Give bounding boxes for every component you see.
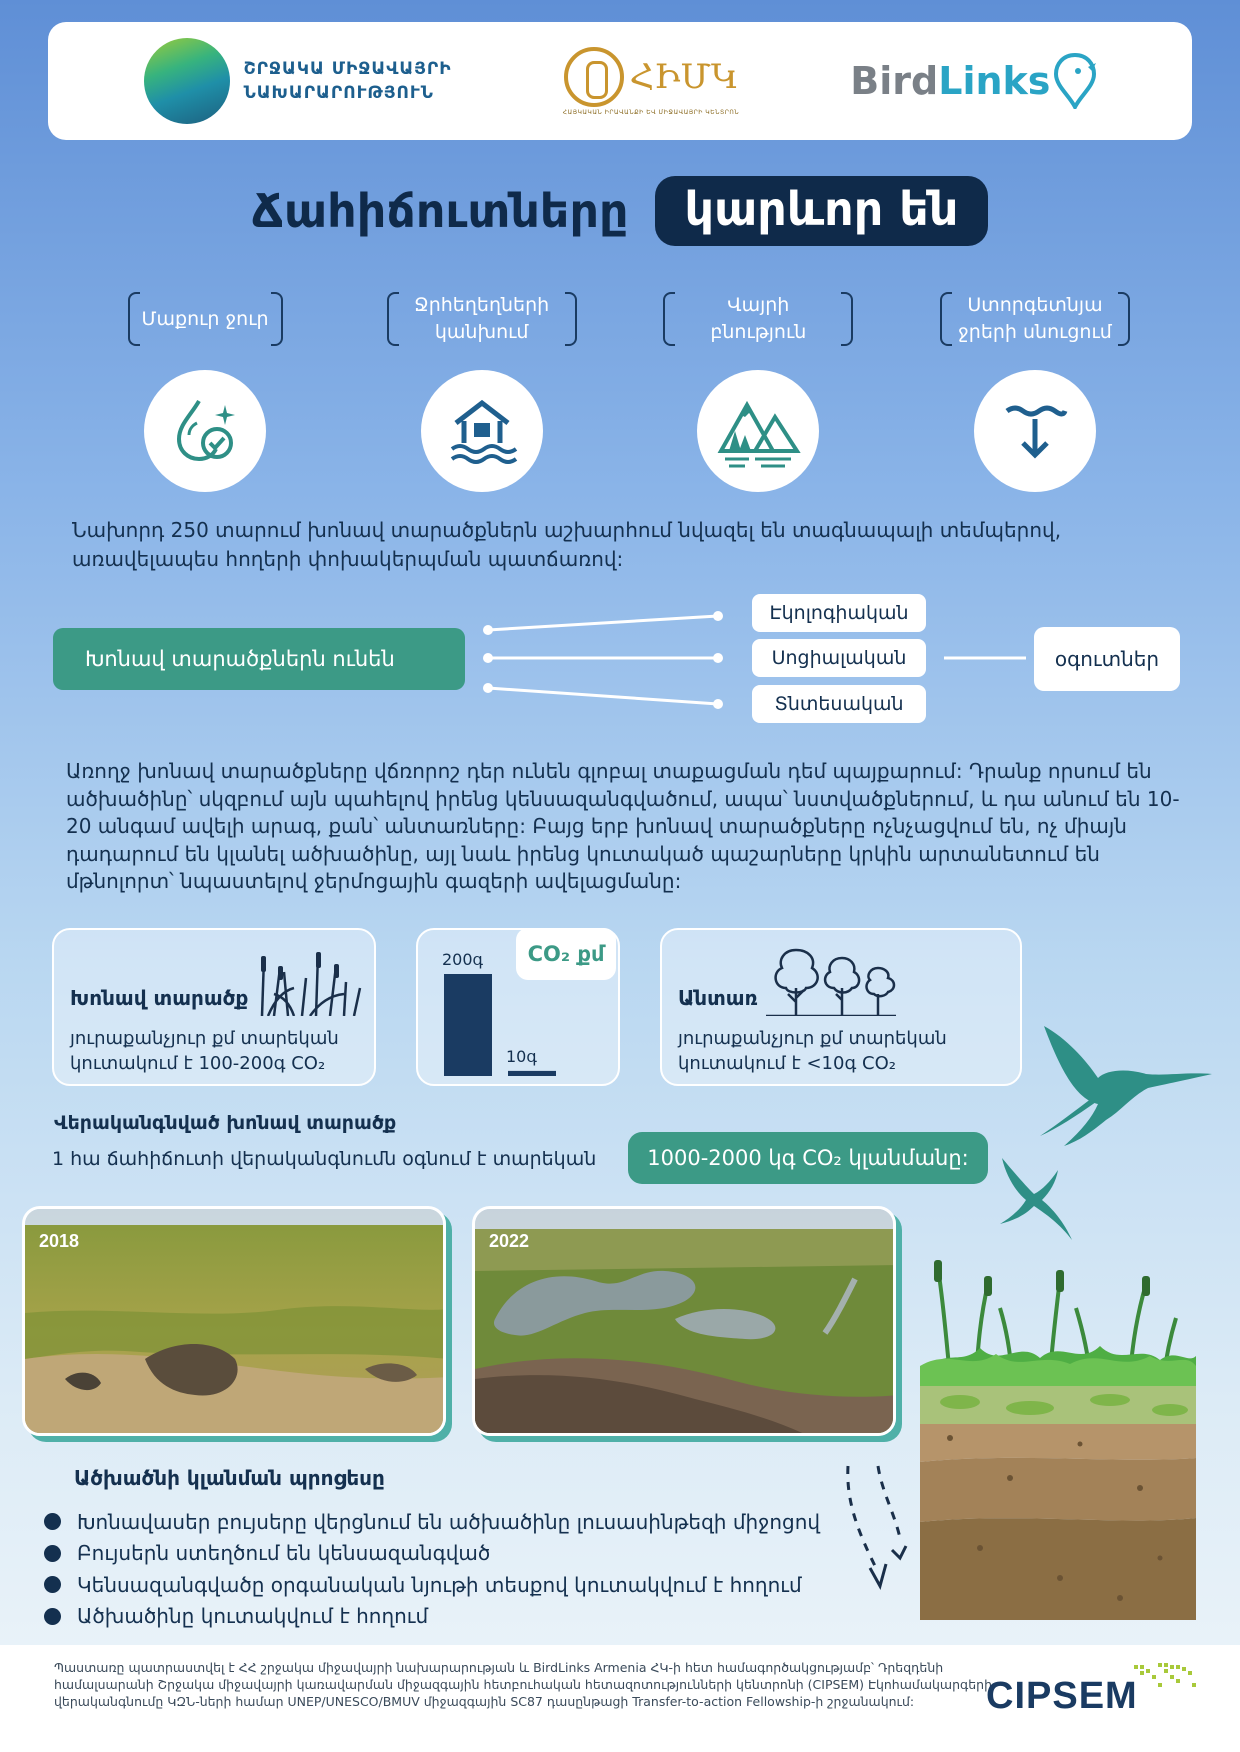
bullet-dot — [44, 1576, 61, 1593]
intro-text: Նախորդ 250 տարում խոնավ տարածքներն աշխարհում նվազել են տագնապալի տեմպերով, առավելապես հողերի փոխակերպման պատճառով: — [72, 518, 1062, 571]
benefit-label: Վայրի բնություն — [663, 288, 853, 350]
benefit-clean-water — [110, 288, 300, 492]
benefits-word-box: օգուտներ — [1034, 627, 1180, 691]
mountain-forest-icon — [697, 370, 819, 492]
wetlands-have-box: Խոնավ տարածքներն ունեն — [53, 628, 465, 690]
process-step-text: Խոնավասեր բույսերը վերցնում են ածխածինը լուսասինթեզի միջոցով — [77, 1509, 821, 1534]
photo-year-2022: 2022 — [489, 1231, 530, 1251]
hmk-seal-icon — [564, 47, 624, 107]
benefit-label: Ջրհեղեղների կանխում — [387, 288, 577, 350]
carbon-paragraph: Առողջ խոնավ տարածքները վճռորոշ դեր ունեն գլոբալ տաքացման դեմ պայքարում: Դրանք որսում են ածխածինը՝ սկզբում այն պահելով իրենց կենսազանգվածում, ապա՝ նստվածքներում, և դա անում են 10-20 անգամ ավելի արագ, քան՝ անտառները: Բայց երբ խոնավ տարածքները ոչնչացվում են, ոչ միայն դադարում են կլանել ածխածինը, այլ նաև իրենց կուտակած պաշարները կրկին արտանետում են մթնոլորտ՝ նպաստելով ջերմոցային գազերի ավելացմանը: — [66, 759, 1180, 893]
flying-bird-icon — [996, 1156, 1076, 1242]
restored-title: Վերականգնված խոնավ տարածք — [54, 1112, 397, 1134]
forest-card — [660, 928, 1022, 1086]
carbon-flow-arrows-icon — [838, 1462, 908, 1612]
reeds-icon — [254, 948, 364, 1016]
bullet-dot — [44, 1513, 61, 1530]
benefit-flood-prevention — [387, 288, 577, 492]
page-title-part1: Ճահիճուտները — [251, 184, 629, 238]
water-drop-check-icon — [144, 370, 266, 492]
dry-wetland-image — [25, 1209, 446, 1436]
benefit-label: Մաքուր ջուր — [128, 288, 283, 350]
list-item — [44, 1569, 820, 1601]
co2-bar-forest — [508, 1071, 556, 1076]
flood-house-icon — [421, 370, 543, 492]
bar-label-wetland: 200գ — [442, 950, 484, 969]
benefits-row — [110, 288, 1130, 492]
ministry-line1: ՇՐՋԱԿԱ ՄԻՋԱՎԱՅՐԻ — [243, 59, 452, 79]
birdlinks-logo — [850, 53, 1096, 109]
co2-bar-wetland — [444, 974, 492, 1076]
ministry-line2: ՆԱԽԱՐԱՐՈՒԹՅՈՒՆ — [243, 83, 434, 103]
photo-2022 — [472, 1206, 896, 1436]
process-step-text: Կենսազանգվածը օրգանական նյութի տեսքով կուտակվում է հողում — [77, 1572, 802, 1597]
hmk-logo — [563, 47, 739, 116]
value-economic: Տնտեսական — [752, 685, 926, 723]
bird-pin-icon — [1054, 53, 1096, 109]
wetland-card-title: Խոնավ տարածք — [70, 986, 249, 1010]
process-step-text: Բույսերն ստեղծում են կենսազանգված — [77, 1541, 491, 1566]
list-item — [44, 1601, 820, 1633]
forest-card-title: Անտառ — [678, 986, 758, 1010]
benefit-groundwater — [940, 288, 1130, 492]
process-title: Ածխածնի կլանման պրոցեսը — [74, 1466, 385, 1490]
world-map-dots-icon — [1130, 1657, 1204, 1697]
footer-credit-text: Պաստառը պատրաստվել է ՀՀ շրջակա միջավայրի նախարարության և BirdLinks Armenia ՀԿ-ի հետ համագործակցությամբ՝ Դրեզդենի համալսարանի Շրջակա միջավայրի կառավարման միջազգային հետբուհական հետազոտությունների կենտրոնի (CIPSEM) Էկոհամակարգերի վերականգնումը ԿԶՆ-ների համար UNEP/UNESCO/BMUV միջազգային SC87 դասընթացի Transfer-to-action Fellowship-ի շրջանակում: — [54, 1660, 993, 1709]
soil-layers-illustration — [920, 1248, 1196, 1620]
footer — [0, 1645, 1240, 1752]
process-steps-list — [44, 1506, 820, 1632]
flying-crane-icon — [1036, 1020, 1216, 1160]
hmk-name: ՀԻՄԿ — [629, 56, 739, 97]
cipsem-logo-text: CIPSEM — [986, 1675, 1138, 1717]
forest-card-text: յուրաքանչյուր քմ տարեկան կուտակում է <10գ CO₂ — [678, 1028, 947, 1074]
co2-chart-card — [416, 928, 620, 1086]
wetland-card — [52, 928, 376, 1086]
chart-title: CO₂ քմ — [516, 928, 616, 980]
bullet-dot — [44, 1545, 61, 1562]
benefit-label: Ստորգետնյա ջրերի սնուցում — [940, 288, 1130, 350]
value-ecological: Էկոլոգիական — [752, 594, 926, 632]
restored-wetland-image — [475, 1209, 896, 1436]
hmk-subtitle: ՀԱՅԿԱԿԱՆ ԻՐԱՎԱՆՔԻ ԵՎ ՄԻՋԱՎԱՅՐԻ ԿԵՆՏՐՈՆ — [562, 108, 740, 116]
co2-bar-chart — [418, 930, 622, 1088]
value-social: Սոցիալական — [752, 639, 926, 677]
restored-text: 1 հա ճահիճուտի վերականգնումն օգնում է տարեկան — [52, 1148, 597, 1170]
restored-highlight: 1000-2000 կգ CO₂ կլանմանը: — [628, 1132, 988, 1184]
water-down-arrow-icon — [974, 370, 1096, 492]
ministry-name — [244, 57, 452, 105]
photo-2018 — [22, 1206, 446, 1436]
list-item — [44, 1538, 820, 1570]
wetland-card-text: յուրաքանչյուր քմ տարեկան կուտակում է 100-200գ CO₂ — [70, 1028, 339, 1074]
photo-year-2018: 2018 — [39, 1231, 80, 1251]
ministry-logo-icon — [144, 38, 230, 124]
trees-icon — [766, 944, 896, 1016]
connector-lines — [470, 600, 1030, 710]
list-item — [44, 1506, 820, 1538]
ministry-logo-group — [144, 38, 452, 124]
process-step-text: Ածխածինը կուտակվում է հողում — [77, 1604, 429, 1629]
bar-label-forest: 10գ — [506, 1046, 537, 1066]
title-row — [0, 176, 1240, 246]
benefit-wildlife — [663, 288, 853, 492]
bullet-dot — [44, 1608, 61, 1625]
birdlinks-bird-text: Bird — [850, 59, 939, 103]
page-title-part2: կարևոր են — [655, 176, 989, 246]
header-logos — [48, 22, 1192, 140]
birdlinks-links-text: Links — [938, 59, 1051, 103]
